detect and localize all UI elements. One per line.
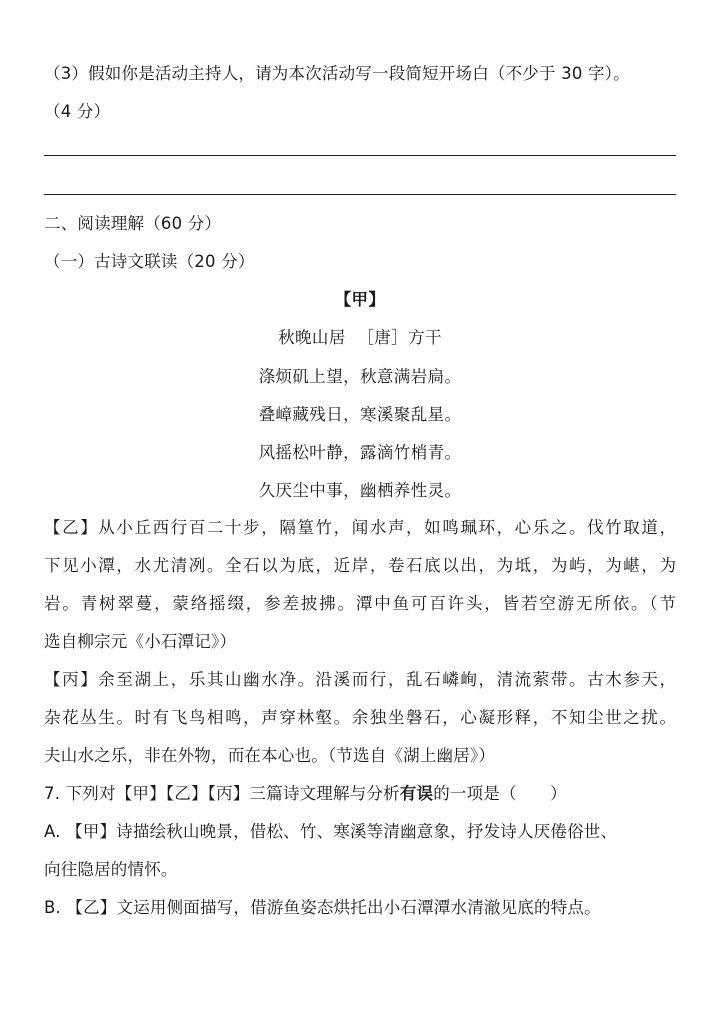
section-heading: 二、阅读理解（60 分） xyxy=(44,214,222,233)
passage-yi-line: 选自柳宗元《小石潭记》） xyxy=(44,632,237,651)
question-7-emphasis: 有误 xyxy=(399,784,434,803)
poem-line: 风摇松叶静，露滴竹梢青。 xyxy=(258,443,462,462)
passage-bing-line: 杂花丛生。时有飞鸟相鸣，声穿林壑。余独坐磐石，心凝形释，不知尘世之扰。 xyxy=(44,708,676,727)
question-3-line-1: （3）假如你是活动主持人，请为本次活动写一段简短开场白（不少于 30 字）。 xyxy=(44,64,630,83)
poem-line: 涤烦矶上望，秋意满岩扃。 xyxy=(258,367,462,386)
option-a-line-2: 向往隐居的情怀。 xyxy=(44,860,178,879)
passage-yi-line: 【乙】从小丘西行百二十步，隔篁竹，闻水声，如鸣珮环，心乐之。伐竹取道， xyxy=(44,518,676,537)
answer-line-1 xyxy=(44,155,676,156)
poem-line: 久厌尘中事，幽栖养性灵。 xyxy=(258,481,462,500)
poem-label: 【甲】 xyxy=(334,290,386,309)
option-b: B. 【乙】文运用侧面描写，借游鱼姿态烘托出小石潭潭水清澈见底的特点。 xyxy=(44,898,601,917)
subsection-heading: （一）古诗文联读（20 分） xyxy=(44,252,255,271)
passage-bing-line: 夫山水之乐，非在外物，而在本心也。（节选自《湖上幽居》） xyxy=(44,746,496,765)
poem-title: 秋晚山居 ［唐］方干 xyxy=(278,328,442,347)
passage-yi-line: 岩。青树翠蔓，蒙络摇缀，参差披拂。潭中鱼可百许头，皆若空游无所依。（节 xyxy=(44,594,676,613)
answer-line-2 xyxy=(44,194,676,195)
question-7-prefix: 7. 下列对【甲】【乙】【丙】三篇诗文理解与分析 xyxy=(44,784,400,803)
question-7-suffix: 的一项是（ ） xyxy=(433,784,567,803)
question-7-stem xyxy=(44,783,567,805)
poem-line: 叠嶂藏残日，寒溪聚乱星。 xyxy=(258,405,462,424)
option-a-line-1: A. 【甲】诗描绘秋山晚景，借松、竹、寒溪等清幽意象，抒发诗人厌倦俗世、 xyxy=(44,822,618,841)
passage-yi-line: 下见小潭，水尤清冽。全石以为底，近岸，卷石底以出，为坻，为屿，为嵁，为 xyxy=(44,556,676,575)
passage-bing-line: 【丙】余至湖上，乐其山幽水净。沿溪而行，乱石嶙峋，清流萦带。古木参天， xyxy=(44,670,676,689)
question-3-score: （4 分） xyxy=(44,102,111,121)
